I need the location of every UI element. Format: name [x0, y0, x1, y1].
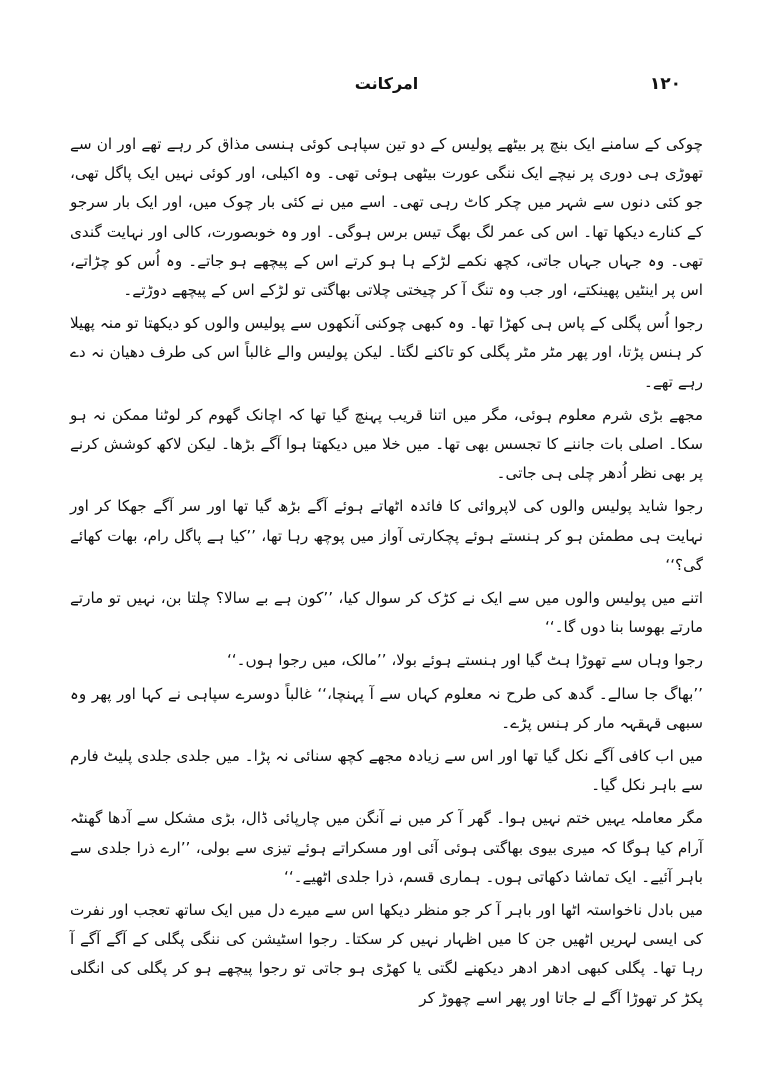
page-number: ۱۲۰ [649, 74, 681, 94]
running-title: امرکانت [354, 74, 419, 93]
page-header [70, 74, 703, 114]
paragraph: میں بادل ناخواستہ اٹھا اور باہر آ کر جو منظر دیکھا اس سے میرے دل میں ایک ساتھ تعجب اور نفرت کی ایسی لہریں اٹھیں جن کا میں اظہار نہیں کر سکتا۔ رجوا اسٹیشن کی ننگی پگلی کے آگے آگے آ رہا تھا۔ پگلی کبھی ادھر ادھر دیکھنے لگتی یا کھڑی ہو جاتی تو رجوا پیچھے ہو کر پگلی کی انگلی پکڑ کر تھوڑا آگے لے جاتا اور پھر اسے چھوڑ کر [70, 901, 703, 1007]
paragraph: ’’بھاگ جا سالے۔ گدھ کی طرح نہ معلوم کہاں سے آ پہنچا،‘‘ غالباً دوسرے سپاہی نے کہا اور پھر وہ سبھی قہقہہ مار کر ہنس پڑے۔ [70, 684, 703, 732]
paragraph: رجوا وہاں سے تھوڑا ہٹ گیا اور ہنستے ہوئے بولا، ’’مالک، میں رجوا ہوں۔‘‘ [226, 651, 703, 670]
paragraph: میں اب کافی آگے نکل گیا تھا اور اس سے زیادہ مجھے کچھ سنائی نہ پڑا۔ میں جلدی جلدی پلیٹ فارم سے باہر نکل گیا۔ [70, 747, 703, 795]
paragraph: رجوا شاید پولیس والوں کی لاپروائی کا فائدہ اٹھاتے ہوئے آگے بڑھ گیا تھا اور سر آگے جھکا کر اور نہایت ہی مطمئن ہو کر ہنستے ہوئے پچکارتی آواز میں پوچھ رہا تھا، ’’کیا ہے پاگل رام، بھات کھائے گی؟‘‘ [70, 497, 703, 574]
paragraph: مجھے بڑی شرم معلوم ہوئی، مگر میں اتنا قریب پہنچ گیا تھا کہ اچانک گھوم کر لوٹنا ممکن نہ ہو سکا۔ اصلی بات جاننے کا تجسس بھی تھا۔ میں خلا میں دیکھتا ہوا آگے بڑھا۔ لیکن لاکھ کوشش کرنے پر بھی نظر اُدھر چلی ہی جاتی۔ [70, 405, 703, 483]
paragraph: رجوا اُس پگلی کے پاس ہی کھڑا تھا۔ وہ کبھی چوکنی آنکھوں سے پولیس والوں کو دیکھتا تو منہ پھیلا کر ہنس پڑتا، اور پھر مٹر مٹر پگلی کو تاکنے لگتا۔ لیکن پولیس والے غالباً اس کی طرف دھیان نہ دے رہے تھے۔ [70, 314, 703, 391]
paragraph: مگر معاملہ یہیں ختم نہیں ہوا۔ گھر آ کر میں نے آنگن میں چارپائی ڈال، بڑی مشکل سے آدھا گھنٹہ آرام کیا ہوگا کہ میری بیوی بھاگتی ہوئی آئی اور مسکراتے ہوئے تیزی سے بولی، ’’ارے ذرا جلدی سے باہر آئیے۔ ایک تماشا دکھاتی ہوں۔ ہماری قسم، ذرا جلدی اٹھیے۔‘‘ [70, 809, 703, 886]
paragraph: اتنے میں پولیس والوں میں سے ایک نے کڑک کر سوال کیا، ’’کون ہے بے سالا؟ چلتا بن، نہیں تو مارتے مارتے بھوسا بنا دوں گا۔‘‘ [70, 589, 703, 637]
body-text [70, 130, 703, 1013]
paragraph: چوکی کے سامنے ایک بنچ پر بیٹھے پولیس کے دو تین سپاہی کوئی ہنسی مذاق کر رہے تھے اور ان سے تھوڑی ہی دوری پر نیچے ایک ننگی عورت بیٹھی ہوئی تھی۔ وہ اکیلی، اور کوئی نہیں ایک پاگل تھی، جو کئی دنوں سے شہر میں چکر کاٹ رہی تھی۔ اسے میں نے کئی بار چوک میں، اور ایک بار سرجو کے کنارے دیکھا تھا۔ اس کی عمر لگ بھگ تیس برس ہوگی۔ اور وہ خوبصورت، کالی اور نہایت گندی تھی۔ وہ جہاں جہاں جاتی، کچھ نکمے لڑکے ہا ہو کرتے اس کے پیچھے ہو جاتے۔ وہ اُس کو چڑاتے، اس پر اینٹیں پھینکتے، اور جب وہ تنگ آ کر چیختی چلاتی بھاگتی تو لڑکے اس کے پیچھے دوڑتے۔ [70, 135, 703, 300]
